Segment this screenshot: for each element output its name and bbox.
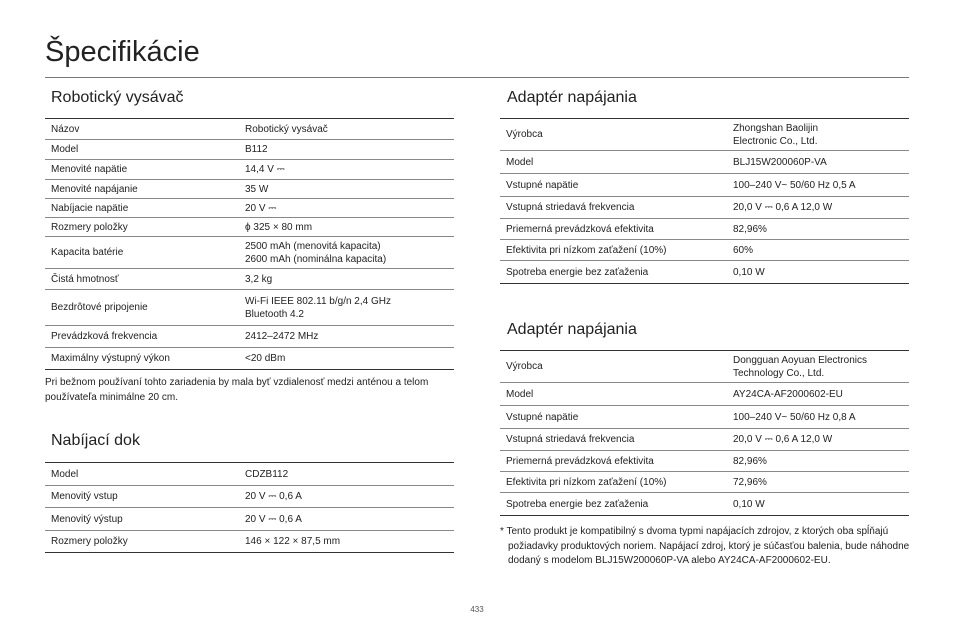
spec-value: 35 W xyxy=(239,180,454,199)
adapter1-spec-table xyxy=(500,118,909,284)
antenna-distance-note: Pri bežnom používaní tohto zariadenia by mala byť vzdialenosť medzi anténou a telom používateľa minimálne 20 cm. xyxy=(45,377,429,403)
table-row xyxy=(500,174,909,197)
spec-value: CDZB112 xyxy=(239,463,454,486)
spec-label: Rozmery položky xyxy=(45,531,239,553)
spec-value: Robotický vysávač xyxy=(239,119,454,140)
table-row xyxy=(45,237,454,269)
spec-label: Prevádzková frekvencia xyxy=(45,326,239,348)
table-row xyxy=(500,261,909,284)
table-row xyxy=(45,290,454,326)
table-row xyxy=(45,348,454,370)
spec-label: Priemerná prevádzková efektivita xyxy=(500,219,727,240)
table-row xyxy=(45,486,454,508)
spec-label: Výrobca xyxy=(500,119,727,151)
spec-label: Priemerná prevádzková efektivita xyxy=(500,451,727,472)
adapter-compatibility-footnote: * Tento produkt je kompatibilný s dvoma typmi napájacích zdrojov, z ktorých oba spĺňajú požiadavky produktových noriem. Napájací zdroj, ktorý je súčasťou balenia, bude náhodne dodaný s modelom BLJ15W200060P-VA alebo AY24CA-AF2000602-EU. xyxy=(500,526,910,566)
spec-label: Vstupná striedavá frekvencia xyxy=(500,197,727,219)
spec-value: 100–240 V~ 50/60 Hz 0,5 A xyxy=(727,174,909,197)
spec-value: 20,0 V ⎓ 0,6 A 12,0 W xyxy=(727,197,909,219)
spec-label: Vstupné napätie xyxy=(500,406,727,429)
table-row xyxy=(500,493,909,516)
table-row xyxy=(45,119,454,140)
table-row xyxy=(500,240,909,261)
spec-value: 20,0 V ⎓ 0,6 A 12,0 W xyxy=(727,429,909,451)
spec-value: 2412–2472 MHz xyxy=(239,326,454,348)
spec-label: Kapacita batérie xyxy=(45,237,239,269)
spec-label: Model xyxy=(500,151,727,174)
spec-value: AY24CA-AF2000602-EU xyxy=(727,383,909,406)
page-number: 433 xyxy=(470,605,484,614)
spec-value: 20 V ⎓ 0,6 A xyxy=(239,508,454,531)
spec-label: Efektivita pri nízkom zaťažení (10%) xyxy=(500,240,727,261)
spec-label: Nabíjacie napätie xyxy=(45,199,239,218)
spec-value: BLJ15W200060P-VA xyxy=(727,151,909,174)
spec-label: Vstupná striedavá frekvencia xyxy=(500,429,727,451)
table-row xyxy=(500,151,909,174)
spec-label: Vstupné napätie xyxy=(500,174,727,197)
adapter2-section-title: Adaptér napájania xyxy=(507,321,637,338)
table-row xyxy=(500,406,909,429)
table-row xyxy=(45,508,454,531)
table-row xyxy=(500,383,909,406)
spec-label: Čistá hmotnosť xyxy=(45,269,239,290)
spec-value: 0,10 W xyxy=(727,261,909,284)
spec-label: Model xyxy=(45,140,239,160)
spec-label: Výrobca xyxy=(500,351,727,383)
page-title: Špecifikácie xyxy=(45,36,200,68)
spec-label: Menovité napájanie xyxy=(45,180,239,199)
spec-label: Spotreba energie bez zaťaženia xyxy=(500,493,727,516)
table-row xyxy=(45,218,454,237)
spec-label: Efektivita pri nízkom zaťažení (10%) xyxy=(500,472,727,493)
table-row xyxy=(45,269,454,290)
spec-label: Spotreba energie bez zaťaženia xyxy=(500,261,727,284)
table-row xyxy=(500,429,909,451)
table-row xyxy=(500,351,909,383)
spec-value: 60% xyxy=(727,240,909,261)
table-row xyxy=(500,451,909,472)
spec-label: Model xyxy=(45,463,239,486)
table-row xyxy=(45,326,454,348)
spec-value: 100–240 V~ 50/60 Hz 0,8 A xyxy=(727,406,909,429)
spec-value: 146 × 122 × 87,5 mm xyxy=(239,531,454,553)
adapter2-spec-table xyxy=(500,350,909,516)
robot-spec-table xyxy=(45,118,454,370)
table-row xyxy=(500,119,909,151)
spec-label: Menovitý vstup xyxy=(45,486,239,508)
spec-label: Model xyxy=(500,383,727,406)
robot-section-title: Robotický vysávač xyxy=(51,89,184,106)
spec-value: 82,96% xyxy=(727,451,909,472)
table-row xyxy=(500,219,909,240)
table-row xyxy=(500,472,909,493)
dock-spec-table xyxy=(45,462,454,553)
spec-label: Maximálny výstupný výkon xyxy=(45,348,239,370)
spec-value: 0,10 W xyxy=(727,493,909,516)
spec-value: 14,4 V ⎓ xyxy=(239,160,454,180)
table-row xyxy=(45,531,454,553)
spec-value: 72,96% xyxy=(727,472,909,493)
table-row xyxy=(45,199,454,218)
dock-section-title: Nabíjací dok xyxy=(51,432,140,449)
spec-value: 2500 mAh (menovitá kapacita) 2600 mAh (nominálna kapacita) xyxy=(239,237,454,269)
spec-value: 20 V ⎓ 0,6 A xyxy=(239,486,454,508)
spec-label: Rozmery položky xyxy=(45,218,239,237)
spec-value: Wi-Fi IEEE 802.11 b/g/n 2,4 GHz Bluetooth 4.2 xyxy=(239,290,454,326)
table-row xyxy=(500,197,909,219)
adapter1-section-title: Adaptér napájania xyxy=(507,89,637,106)
spec-value: Dongguan Aoyuan Electronics Technology Co., Ltd. xyxy=(727,351,909,383)
spec-label: Menovitý výstup xyxy=(45,508,239,531)
spec-value: ϕ 325 × 80 mm xyxy=(239,218,454,237)
spec-value: B112 xyxy=(239,140,454,160)
spec-value: <20 dBm xyxy=(239,348,454,370)
spec-label: Bezdrôtové pripojenie xyxy=(45,290,239,326)
spec-value: 82,96% xyxy=(727,219,909,240)
table-row xyxy=(45,180,454,199)
spec-label: Menovité napätie xyxy=(45,160,239,180)
spec-value: Zhongshan Baolijin Electronic Co., Ltd. xyxy=(727,119,909,151)
spec-value: 20 V ⎓ xyxy=(239,199,454,218)
spec-value: 3,2 kg xyxy=(239,269,454,290)
title-divider xyxy=(45,77,909,78)
table-row xyxy=(45,140,454,160)
table-row xyxy=(45,160,454,180)
table-row xyxy=(45,463,454,486)
spec-label: Názov xyxy=(45,119,239,140)
